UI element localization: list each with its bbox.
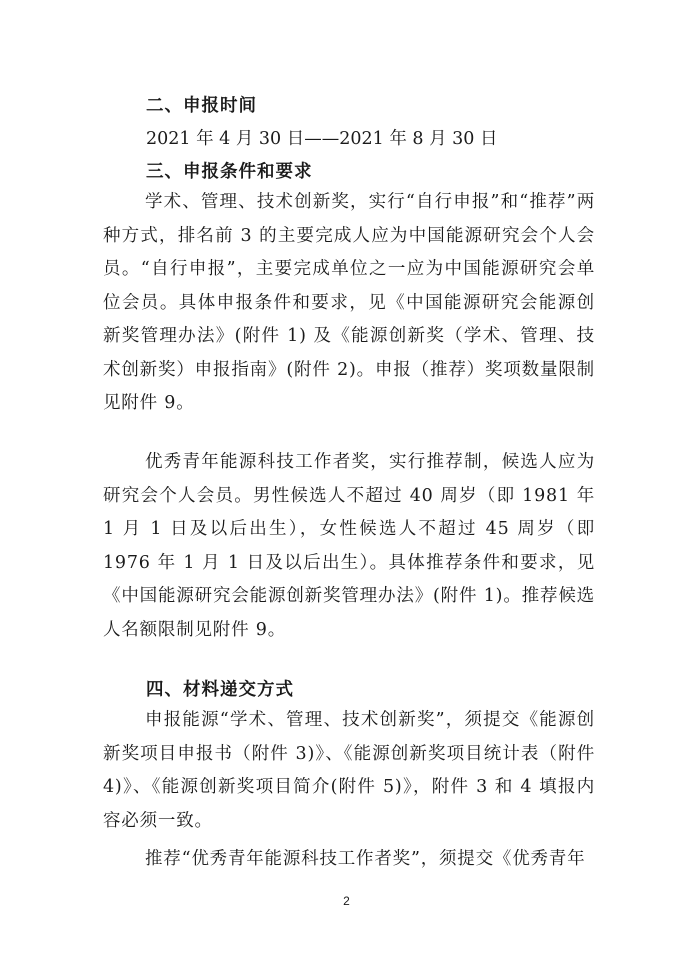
section-heading-application-time: 二、申报时间 (146, 96, 257, 116)
paragraph-innovation-award-conditions: 学术、管理、技术创新奖，实行“自行申报”和“推荐”两种方式，排名前 3 的主要完成人应为中国能源研究会个人会员。“自行申报”，主要完成单位之一应为中国能源研究会单位会员。具体申报条件和要求，见《中国能源研究会能源创新奖管理办法》(附件 1) 及《能源创新奖（学术、管理、技术创新奖）申报指南》(附件 2)。申报（推荐）奖项数量限制见附件 9。 (103, 192, 595, 413)
page-number: 2 (343, 894, 350, 908)
application-period: 2021 年 4 月 30 日——2021 年 8 月 30 日 (146, 129, 498, 149)
section-heading-conditions: 三、申报条件和要求 (146, 162, 313, 182)
paragraph-submission-innovation-award: 申报能源“学术、管理、技术创新奖”，须提交《能源创新奖项目申报书（附件 3)》、《能源创新奖项目统计表（附件 4)》、《能源创新奖项目简介(附件 5)》，附件 3 和 4 填报内容必须一致。 (103, 710, 595, 831)
paragraph-young-worker-award-conditions: 优秀青年能源科技工作者奖，实行推荐制，候选人应为研究会个人会员。男性候选人不超过 40 周岁（即 1981 年 1 月 1 日及以后出生），女性候选人不超过 45 周岁（即 1976 年 1 月 1 日及以后出生）。具体推荐条件和要求，见《中国能源研究会能源创新奖管理办法》(附件 1)。推荐候选人名额限制见附件 9。 (103, 452, 595, 640)
paragraph-submission-young-worker-award: 推荐“优秀青年能源科技工作者奖”，须提交《优秀青年 (145, 849, 586, 869)
section-heading-submission: 四、材料递交方式 (146, 680, 294, 700)
